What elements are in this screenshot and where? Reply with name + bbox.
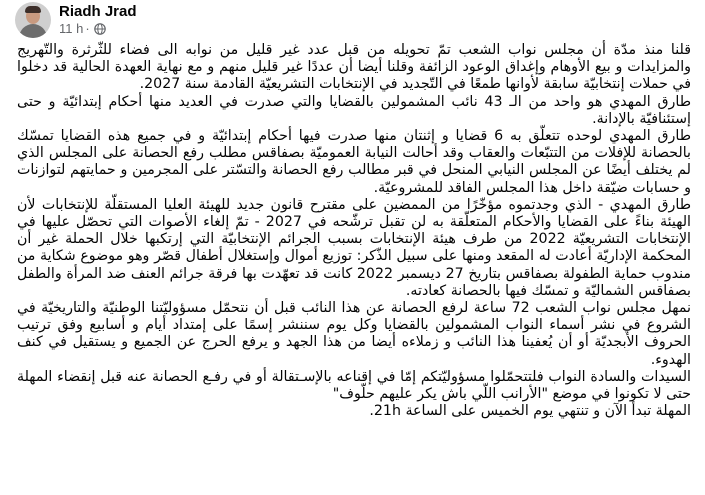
globe-icon[interactable] (94, 23, 106, 35)
post-body (17, 42, 691, 420)
post-paragraph: طارق المهدي لوحده تتعلّق به 6 قضايا و إثنتان منها صدرت فيها أحكام إبتدائيّة و في جميع هذه القضايا تمسّك بالحصانة للإفلات من التتبّعات والعقاب وقد أحالت النيابة العموميّة بصفاقس مطلب رفع الحصانة على المجلس الذي لم يختلف أيضًا عن المجلس النيابي المنحل في قبر مطالب رفع الحصانة والتسّتر على المجرمين و حمايتهم لتوازنات و حسابات ضيّقة داخل هذا المجلس الفاقد للمشروعيّة. (17, 128, 691, 196)
post-paragraph: نمهل مجلس نواب الشعب 72 ساعة لرفع الحصانة عن هذا النائب قبل أن نتحمّل مسؤوليّتنا الوطنيّة والتاريخيّة في الشروع في نشر أسماء النواب المشمولين بالقضايا وكل يوم سننشر إسمًا على إمتداد أيام و أسابيع وفق ترتيب الحروف الأبجديّة أو أن يُعفينا هذا النائب و زملاءه أيضا من هذا الجهد و يرفع الحرج عن الجميع و يستقيل في كنف الهدوء. (17, 300, 691, 368)
post-header (15, 2, 137, 42)
meta-separator: · (85, 21, 90, 36)
post-subtitle (59, 21, 137, 37)
author-name[interactable]: Riadh Jrad (59, 3, 137, 20)
post-paragraph: المهلة تبدأ الآن و تنتهي يوم الخميس على الساعة 21h. (369, 403, 691, 420)
post-meta (59, 2, 137, 37)
post-paragraph: طارق المهدي - الذي وجدتموه مؤخّرًا من الممضين على مقترح قانون جديد للهيئة العليا المستقلّة للإنتخابات لأن الهيئة بناءً على القضايا والأحكام المتعلّقة به لن تقبل ترشّحه في 2027 - تمّ إلغاء الأصوات التي تحصّل عليها في الإنتخابات التشريعيّة 2022 من طرف هيئة الإنتخابات بسبب الجرائم الإنتخابيّة التي إرتكبها خلال الحملة غير أن المحكمة الإداريّة أعادت له المقعد ومنها على سبيل الذّكر: توزيع أموال وإستغلال أطفال قصّر وهو موضوع شكاية من مندوب حماية الطفولة بصفاقس بتاريخ 27 ديسمبر 2022 كانت قد تعهّدت بها فرقة جرائم العنف ضد المرأة والطفل بصفاقس الشماليّة و تمسّك فيها بالحصانة كعادته. (17, 196, 691, 299)
post-paragraph: السيدات والسادة النواب فلتتحمّلوا مسؤوليّتكم إمّا في إقناعه بالإسـتقالة أو في رفـع الحصانة عنه قبل إنقضاء المهلة حتى لا تكونوا في موضع "الأرانب اللّي باش يكر عليهم حلّوف" (17, 368, 691, 403)
post-paragraph: قلنا منذ مدّة أن مجلس نواب الشعب تمّ تحويله من قبل عدد غير قليل من نوابه الى فضاء للثّرثرة والتّهريج والمزايدات و بيع الأوهام وإغداق الوعود الزائفة وقلنا أيضا أن عددًا غير قليل منهم و مع نهاية العهدة الحالية قد دخلوا في حملات إنتخابيّة سابقة لأوانها طمعًا في التّجديد في الإنتخابات التشريعيّة القادمة سنة 2027. (17, 42, 691, 93)
post-paragraph: طارق المهدي هو واحد من الـ 43 نائب المشمولين بالقضايا والتي صدرت في العديد منها أحكام إبتدائيّة و حتى إستئنافيّة بالإدانة. (17, 93, 691, 127)
avatar[interactable] (15, 2, 51, 38)
post-timestamp[interactable]: 11 h (59, 21, 84, 36)
